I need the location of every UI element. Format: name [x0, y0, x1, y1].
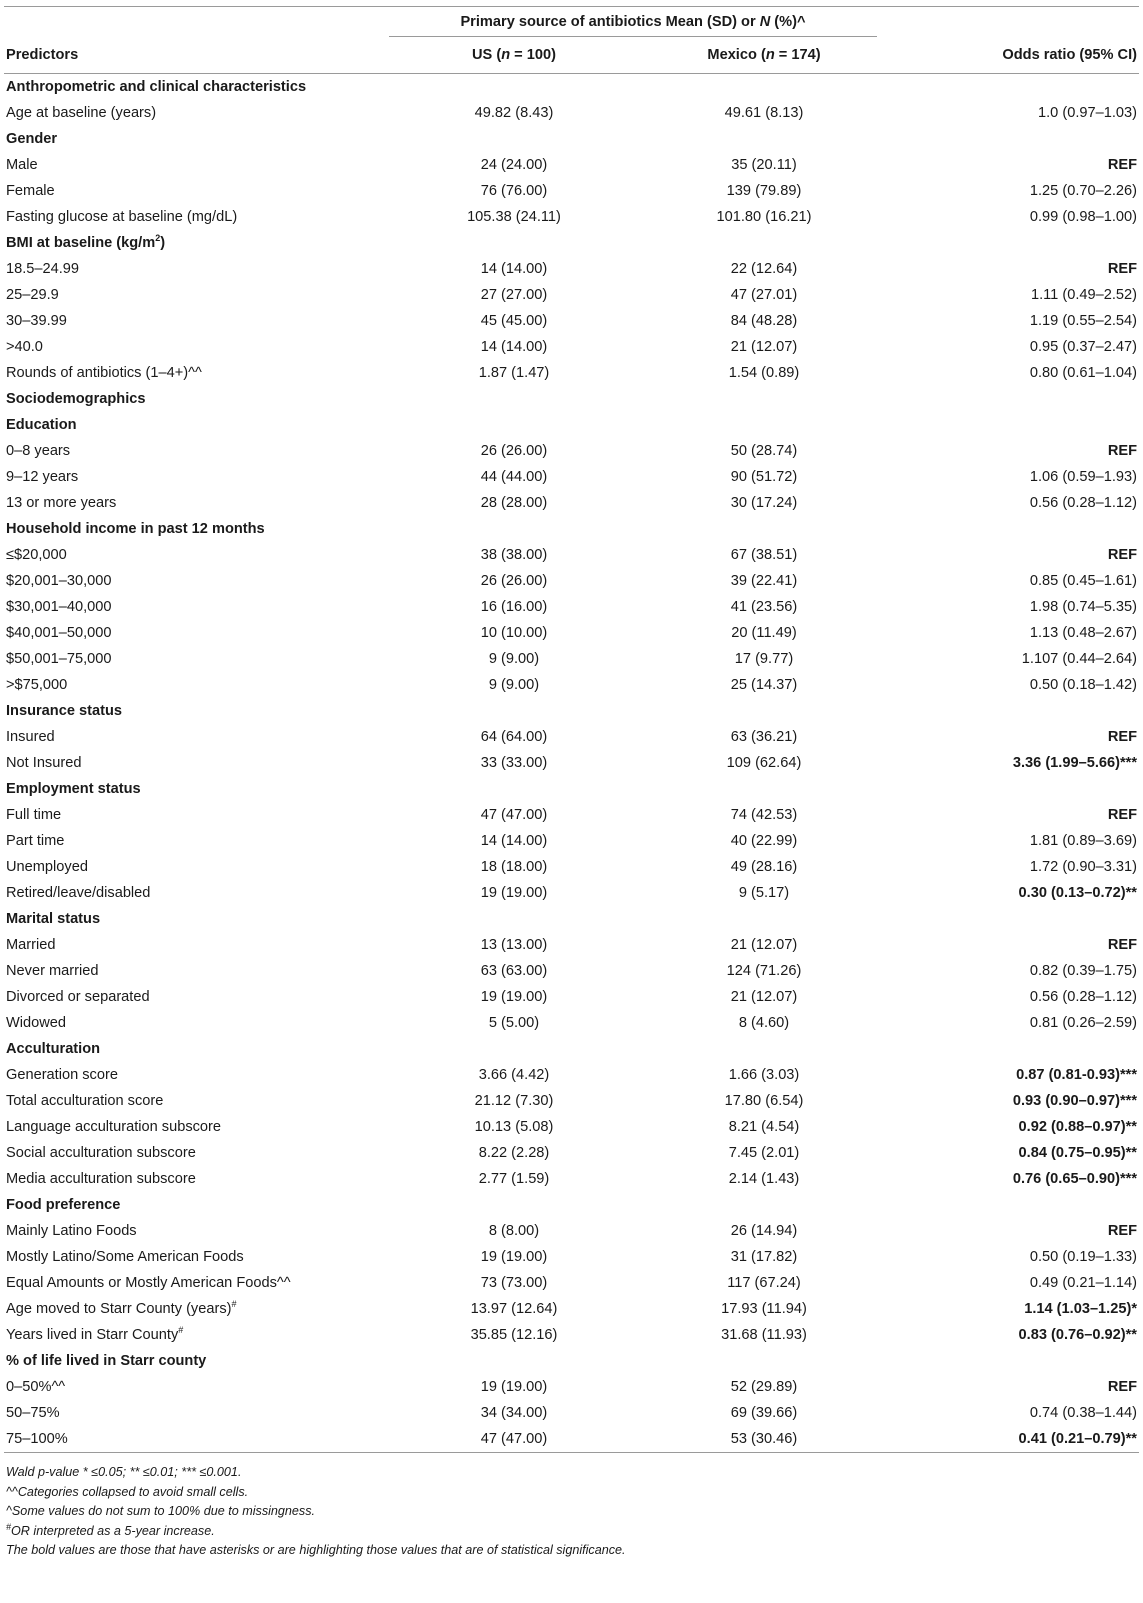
us-value: 2.77 (1.59) [478, 1171, 550, 1187]
odds-ratio-value: 0.87 (0.81-0.93)*** [1016, 1067, 1137, 1083]
row-label: Part time [6, 833, 65, 849]
row-label: $30,001–40,000 [6, 599, 112, 615]
table-row [4, 1270, 1139, 1296]
odds-ratio-value: 0.80 (0.61–1.04) [1029, 365, 1137, 381]
odds-ratio-value: 0.30 (0.13–0.72)** [1018, 885, 1137, 901]
odds-ratio-value: 1.11 (0.49–2.52) [1030, 287, 1137, 303]
section-row [4, 516, 1139, 542]
table-row [4, 646, 1139, 672]
footnote: ^Some values do not sum to 100% due to missingness. [6, 1504, 316, 1518]
row-label: Language acculturation subscore [6, 1119, 222, 1135]
row-label: Age at baseline (years) [6, 105, 157, 121]
row-label: 50–75% [6, 1405, 60, 1421]
section-label: Sociodemographics [6, 391, 146, 407]
section-row [4, 1348, 1139, 1374]
us-value: 14 (14.00) [480, 833, 548, 849]
odds-ratio-value: 0.49 (0.21–1.14) [1029, 1275, 1137, 1291]
mexico-value: 35 (20.11) [731, 157, 797, 173]
mexico-value: 109 (62.64) [726, 755, 802, 771]
row-label: $40,001–50,000 [6, 625, 112, 641]
mexico-value: 30 (17.24) [730, 495, 798, 511]
section-label: Anthropometric and clinical characteristics [6, 79, 307, 95]
data-table [4, 6, 1139, 1453]
table-row [4, 1322, 1139, 1348]
odds-ratio-value: REF [1107, 443, 1137, 459]
section-label: Food preference [6, 1197, 121, 1213]
odds-ratio-value: 0.95 (0.37–2.47) [1029, 339, 1137, 355]
section-label: Household income in past 12 months [6, 521, 265, 537]
table-row [4, 672, 1139, 698]
table-row [4, 1244, 1139, 1270]
mexico-value: 40 (22.99) [730, 833, 798, 849]
table-row [4, 594, 1139, 620]
mexico-value: 101.80 (16.21) [716, 209, 812, 225]
table-row [4, 282, 1139, 308]
us-value: 33 (33.00) [480, 755, 548, 771]
row-label: 9–12 years [6, 469, 79, 485]
row-label: Years lived in Starr County# [6, 1325, 184, 1343]
odds-ratio-value: REF [1107, 937, 1137, 953]
col-mexico-header: Mexico (n = 174) [639, 37, 889, 74]
row-label: ≤$20,000 [6, 547, 67, 563]
us-value: 76 (76.00) [480, 183, 548, 199]
table-row [4, 178, 1139, 204]
us-value: 19 (19.00) [480, 885, 548, 901]
us-value: 38 (38.00) [480, 547, 548, 563]
table-row [4, 1062, 1139, 1088]
us-value: 26 (26.00) [480, 573, 548, 589]
section-row [4, 386, 1139, 412]
table-row [4, 1166, 1139, 1192]
odds-ratio-value: 1.107 (0.44–2.64) [1021, 651, 1137, 667]
row-label: Retired/leave/disabled [6, 885, 151, 901]
us-value: 14 (14.00) [480, 261, 548, 277]
row-label: >40.0 [6, 339, 43, 355]
row-label: 0–8 years [6, 443, 71, 459]
mexico-value: 9 (5.17) [738, 885, 790, 901]
row-label: 75–100% [4, 1426, 389, 1453]
col-or-header: Odds ratio (95% CI) [889, 37, 1139, 74]
odds-ratio-value: 0.41 (0.21–0.79)** [889, 1426, 1139, 1453]
odds-ratio-value: REF [1107, 807, 1137, 823]
row-label: Fasting glucose at baseline (mg/dL) [6, 209, 238, 225]
us-value: 19 (19.00) [480, 1379, 548, 1395]
section-row [4, 906, 1139, 932]
us-value: 73 (73.00) [480, 1275, 548, 1291]
section-row [4, 74, 1139, 101]
row-label: 25–29.9 [6, 287, 59, 303]
odds-ratio-value: REF [1107, 547, 1137, 563]
odds-ratio-value: 0.83 (0.76–0.92)** [1018, 1327, 1137, 1343]
table-row [4, 620, 1139, 646]
odds-ratio-value: 0.82 (0.39–1.75) [1029, 963, 1137, 979]
mexico-value: 84 (48.28) [730, 313, 798, 329]
mexico-value: 17 (9.77) [734, 651, 794, 667]
row-label: 13 or more years [6, 495, 117, 511]
section-row [4, 1192, 1139, 1218]
table-row [4, 152, 1139, 178]
odds-ratio-value: 1.19 (0.55–2.54) [1029, 313, 1137, 329]
row-label: Male [6, 157, 38, 173]
table-row [4, 1400, 1139, 1426]
row-label: $50,001–75,000 [6, 651, 112, 667]
us-value: 28 (28.00) [480, 495, 548, 511]
mexico-value: 47 (27.01) [730, 287, 798, 303]
section-row [4, 698, 1139, 724]
us-value: 34 (34.00) [480, 1405, 548, 1421]
mexico-value: 41 (23.56) [730, 599, 798, 615]
mexico-value: 26 (14.94) [730, 1223, 798, 1239]
mexico-value: 2.14 (1.43) [728, 1171, 800, 1187]
odds-ratio-value: 1.98 (0.74–5.35) [1029, 599, 1137, 615]
us-value: 47 (47.00) [389, 1426, 639, 1453]
section-label: Employment status [6, 781, 141, 797]
row-label: Full time [6, 807, 62, 823]
odds-ratio-value: 1.06 (0.59–1.93) [1029, 469, 1137, 485]
mexico-value: 21 (12.07) [730, 989, 798, 1005]
table-row [4, 1218, 1139, 1244]
mexico-value: 21 (12.07) [730, 937, 798, 953]
us-value: 10 (10.00) [480, 625, 548, 641]
odds-ratio-value: 0.50 (0.19–1.33) [1029, 1249, 1137, 1265]
section-label: Gender [6, 131, 58, 147]
table-row [4, 958, 1139, 984]
mexico-value: 17.80 (6.54) [724, 1093, 804, 1109]
table-row [4, 1296, 1139, 1322]
us-value: 63 (63.00) [480, 963, 548, 979]
mexico-value: 124 (71.26) [726, 963, 802, 979]
row-label: >$75,000 [6, 677, 68, 693]
row-label: Widowed [6, 1015, 67, 1031]
odds-ratio-value: 0.81 (0.26–2.59) [1029, 1015, 1137, 1031]
col-us-header: US (n = 100) [389, 37, 639, 74]
row-label: Never married [6, 963, 99, 979]
table-row [4, 932, 1139, 958]
row-label: Unemployed [6, 859, 88, 875]
row-label: Female [6, 183, 55, 199]
us-value: 18 (18.00) [480, 859, 548, 875]
footnote: Wald p-value * ≤0.05; ** ≤0.01; *** ≤0.001. [6, 1465, 242, 1479]
row-label: Age moved to Starr County (years)# [6, 1299, 237, 1317]
mexico-value: 74 (42.53) [730, 807, 798, 823]
us-value: 13 (13.00) [480, 937, 548, 953]
mexico-value: 1.54 (0.89) [728, 365, 800, 381]
odds-ratio-value: 0.56 (0.28–1.12) [1029, 495, 1137, 511]
mexico-value: 7.45 (2.01) [728, 1145, 800, 1161]
row-label: Divorced or separated [6, 989, 150, 1005]
us-value: 24 (24.00) [480, 157, 548, 173]
mexico-value: 39 (22.41) [730, 573, 798, 589]
col-predictors-header: Predictors [4, 37, 389, 74]
us-value: 64 (64.00) [480, 729, 548, 745]
mexico-value: 31.68 (11.93) [721, 1327, 807, 1343]
table-row [4, 1140, 1139, 1166]
mexico-value: 52 (29.89) [730, 1379, 798, 1395]
section-row [4, 1036, 1139, 1062]
odds-ratio-value: 1.72 (0.90–3.31) [1029, 859, 1137, 875]
odds-ratio-value: 0.84 (0.75–0.95)** [1018, 1145, 1137, 1161]
table-row [4, 308, 1139, 334]
us-value: 47 (47.00) [480, 807, 548, 823]
odds-ratio-value: 0.74 (0.38–1.44) [1029, 1405, 1137, 1421]
us-value: 5 (5.00) [488, 1015, 540, 1031]
odds-ratio-value: REF [1107, 1223, 1137, 1239]
mexico-value: 22 (12.64) [730, 261, 798, 277]
table-row [4, 542, 1139, 568]
section-row [4, 230, 1139, 256]
us-value: 26 (26.00) [480, 443, 548, 459]
footnote: #OR interpreted as a 5-year increase. [6, 1521, 215, 1538]
table-row [4, 100, 1139, 126]
odds-ratio-value: REF [1107, 157, 1137, 173]
odds-ratio-value: 1.13 (0.48–2.67) [1029, 625, 1137, 641]
odds-ratio-value: 3.36 (1.99–5.66)*** [1012, 755, 1137, 771]
us-value: 16 (16.00) [480, 599, 548, 615]
mexico-value: 21 (12.07) [730, 339, 798, 355]
odds-ratio-value: REF [1107, 729, 1137, 745]
section-label: Marital status [6, 911, 101, 927]
mexico-value: 49 (28.16) [730, 859, 798, 875]
mexico-value: 49.61 (8.13) [724, 105, 804, 121]
table-row [4, 568, 1139, 594]
mexico-value: 90 (51.72) [730, 469, 798, 485]
us-value: 3.66 (4.42) [478, 1067, 550, 1083]
row-label: Total acculturation score [6, 1093, 164, 1109]
mexico-value: 53 (30.46) [639, 1426, 889, 1453]
row-label: Equal Amounts or Mostly American Foods^^ [6, 1275, 291, 1291]
section-label: % of life lived in Starr county [6, 1353, 207, 1369]
row-label: 0–50%^^ [6, 1379, 66, 1395]
odds-ratio-value: 1.14 (1.03–1.25)* [1024, 1301, 1137, 1317]
mexico-value: 67 (38.51) [730, 547, 798, 563]
table-row [4, 984, 1139, 1010]
table-row [4, 724, 1139, 750]
table-row [4, 750, 1139, 776]
table-row [4, 490, 1139, 516]
odds-ratio-value: 1.0 (0.97–1.03) [1038, 105, 1137, 121]
table-row [4, 1426, 1139, 1453]
table-row [4, 854, 1139, 880]
odds-ratio-value: 0.85 (0.45–1.61) [1029, 573, 1137, 589]
table-row [4, 438, 1139, 464]
table-row [4, 1114, 1139, 1140]
mexico-value: 25 (14.37) [730, 677, 798, 693]
odds-ratio-value: 1.81 (0.89–3.69) [1029, 833, 1137, 849]
us-value: 27 (27.00) [480, 287, 548, 303]
table-row [4, 1374, 1139, 1400]
row-label: Mainly Latino Foods [6, 1223, 137, 1239]
us-value: 49.82 (8.43) [474, 105, 554, 121]
mexico-value: 117 (67.24) [727, 1275, 801, 1291]
odds-ratio-value: 0.93 (0.90–0.97)*** [1012, 1093, 1137, 1109]
us-value: 9 (9.00) [488, 651, 540, 667]
section-label: BMI at baseline $(kg/m^2)$ [6, 233, 166, 251]
us-value: 8 (8.00) [488, 1223, 540, 1239]
table-body [4, 74, 1139, 1453]
mexico-value: 20 (11.49) [731, 625, 797, 641]
odds-ratio-value: 0.99 (0.98–1.00) [1029, 209, 1137, 225]
mexico-value: 50 (28.74) [730, 443, 798, 459]
footnote: The bold values are those that have asterisks or are highlighting those values that are of statistical significance. [6, 1543, 626, 1557]
mexico-value: 17.93 (11.94) [721, 1301, 807, 1317]
us-value: 10.13 (5.08) [474, 1119, 554, 1135]
table-row [4, 360, 1139, 386]
table-row [4, 204, 1139, 230]
row-label: $20,001–30,000 [6, 573, 112, 589]
odds-ratio-value: 0.56 (0.28–1.12) [1029, 989, 1137, 1005]
mexico-value: 1.66 (3.03) [728, 1067, 800, 1083]
footnote: ^^Categories collapsed to avoid small cells. [6, 1484, 249, 1499]
us-value: 9 (9.00) [488, 677, 540, 693]
us-value: 1.87 (1.47) [478, 365, 550, 381]
table-row [4, 828, 1139, 854]
row-label: Generation score [6, 1067, 118, 1083]
row-label: Mostly Latino/Some American Foods [6, 1249, 244, 1265]
section-label: Acculturation [6, 1041, 101, 1057]
section-row [4, 776, 1139, 802]
mexico-value: 31 (17.82) [730, 1249, 798, 1265]
row-label: Not Insured [6, 755, 82, 771]
row-label: 18.5–24.99 [6, 261, 80, 277]
header-columns-row [4, 37, 1139, 74]
header-group-row [4, 7, 1139, 38]
us-value: 44 (44.00) [480, 469, 548, 485]
odds-ratio-value: 1.25 (0.70–2.26) [1029, 183, 1137, 199]
table-row [4, 1088, 1139, 1114]
us-value: 35.85 (12.16) [470, 1327, 558, 1343]
table-row [4, 1010, 1139, 1036]
mexico-value: 8 (4.60) [738, 1015, 790, 1031]
table-row [4, 802, 1139, 828]
row-label: Social acculturation subscore [6, 1145, 196, 1161]
table-row [4, 880, 1139, 906]
table-notes [4, 1463, 1139, 1561]
row-label: Rounds of antibiotics (1–4+)^^ [6, 365, 202, 381]
us-value: 19 (19.00) [480, 989, 548, 1005]
row-label: Insured [6, 729, 55, 745]
table-row [4, 256, 1139, 282]
section-row [4, 412, 1139, 438]
row-label: 30–39.99 [6, 313, 67, 329]
odds-ratio-value: 0.76 (0.65–0.90)*** [1012, 1171, 1137, 1187]
odds-ratio-value: REF [1107, 261, 1137, 277]
us-value: 19 (19.00) [480, 1249, 548, 1265]
mexico-value: 63 (36.21) [730, 729, 798, 745]
us-value: 21.12 (7.30) [474, 1093, 554, 1109]
section-row [4, 126, 1139, 152]
row-label: Married [6, 937, 56, 953]
us-value: 105.38 (24.11) [467, 209, 561, 225]
mexico-value: 139 (79.89) [726, 183, 802, 199]
section-label: Education [6, 417, 77, 433]
odds-ratio-value: REF [1107, 1379, 1137, 1395]
odds-ratio-value: 0.50 (0.18–1.42) [1029, 677, 1137, 693]
table-row [4, 334, 1139, 360]
us-value: 13.97 (12.64) [470, 1301, 558, 1317]
us-value: 45 (45.00) [480, 313, 548, 329]
mexico-value: 69 (39.66) [730, 1405, 798, 1421]
group-header: Primary source of antibiotics Mean (SD) or N (%)^ [389, 7, 889, 38]
section-label: Insurance status [6, 703, 122, 719]
mexico-value: 8.21 (4.54) [728, 1119, 800, 1135]
us-value: 8.22 (2.28) [478, 1145, 550, 1161]
odds-ratio-value: 0.92 (0.88–0.97)** [1018, 1119, 1137, 1135]
us-value: 14 (14.00) [480, 339, 548, 355]
row-label: Media acculturation subscore [6, 1171, 196, 1187]
table-row [4, 464, 1139, 490]
